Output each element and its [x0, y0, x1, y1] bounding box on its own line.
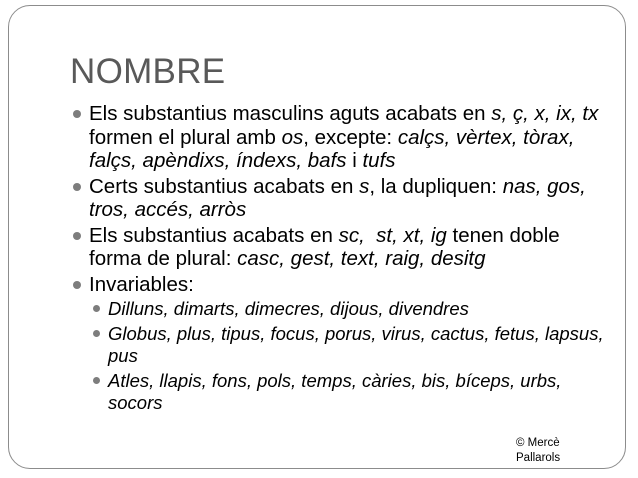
text-segment: casc, gest, text, raig, desitg [237, 247, 486, 270]
text-segment: tenen doble forma de plural: [89, 223, 560, 270]
copyright-note [516, 436, 572, 466]
text-segment: s [359, 174, 370, 198]
text-segment: s, ç, x, ix, tx [491, 102, 599, 125]
text-segment: formen el plural amb [89, 125, 282, 149]
sub-bullet-item: Atles, llapis, fons, pols, temps, càries, bis, bíceps, urbs, socors [92, 370, 617, 414]
bullet-item [72, 224, 617, 271]
slide-title: NOMBRE [70, 52, 226, 91]
text-segment: nas, gos, tros, accés, arròs [89, 174, 586, 221]
sub-bullet-list [92, 298, 617, 414]
bullet-item [72, 175, 617, 222]
text-segment: tufs [362, 149, 396, 172]
text-segment: Els substantius acabats en [89, 223, 339, 247]
copyright-line: © Mercè [516, 437, 560, 449]
text-segment: Els substantius masculins aguts acabats en [89, 102, 492, 125]
text-segment: Certs substantius acabats en [89, 174, 360, 198]
slide-content [72, 102, 617, 417]
sub-bullet-item: Globus, plus, tipus, focus, porus, virus, cactus, fetus, lapsus, pus [92, 323, 617, 367]
text-segment: , excepte: [303, 125, 398, 149]
text-segment: sc, st, xt, ig [338, 223, 447, 247]
copyright-line: Pallarols [516, 452, 561, 464]
text-segment: , la dupliquen: [369, 174, 503, 198]
text-segment: os [281, 125, 304, 149]
sub-bullet-item: Dilluns, dimarts, dimecres, dijous, divendres [92, 298, 617, 320]
bullet-item [72, 102, 617, 173]
text-segment: i [346, 149, 363, 172]
text-segment: Invariables: [89, 272, 194, 296]
bullet-item [72, 273, 617, 297]
text-segment: calçs, vèrtex, tòrax, falçs, apèndixs, índexs, bafs [89, 125, 575, 172]
